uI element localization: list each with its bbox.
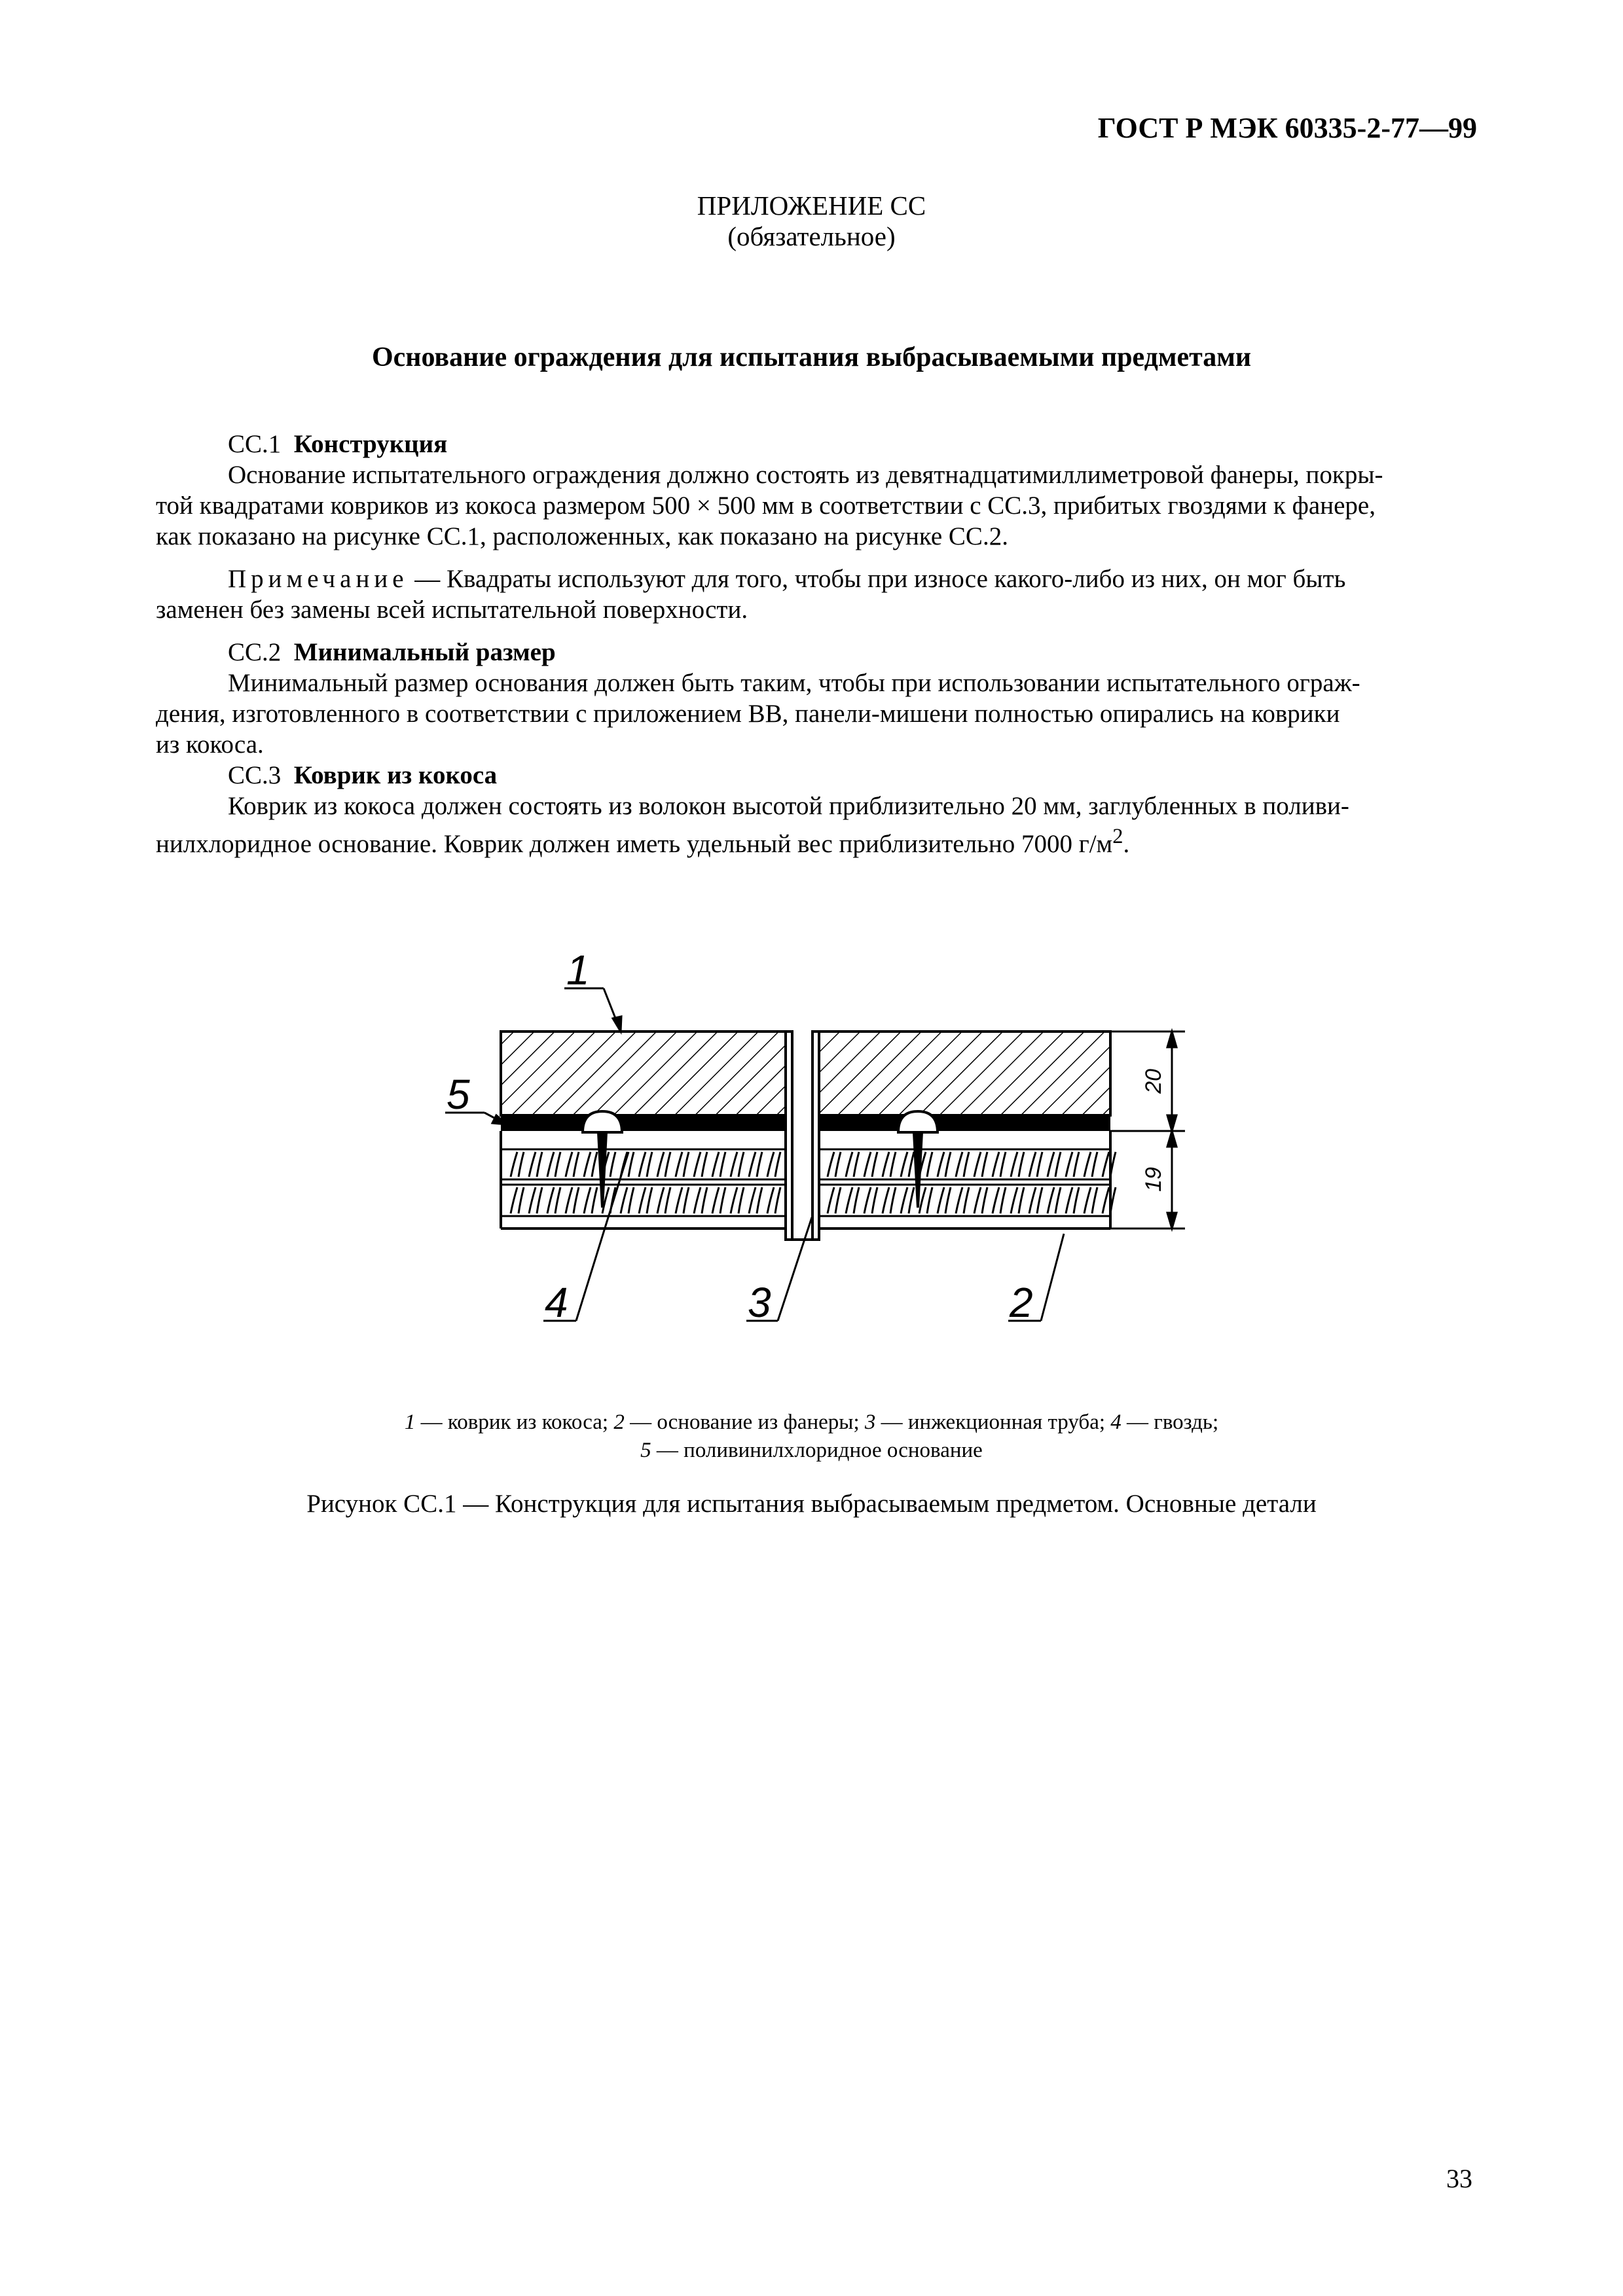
coconut-fiber [566, 1152, 579, 1177]
coconut-fiber [828, 1187, 841, 1213]
coconut-fiber [938, 1152, 951, 1177]
dimension-label-19: 19 [1141, 1167, 1166, 1192]
note-paragraph-line: заменен без замены всей испытательной поверхности. [156, 596, 748, 624]
callout-1: 1 [566, 946, 590, 994]
annex-status: (обязательное) [727, 221, 896, 251]
section-title: Конструкция [293, 430, 448, 458]
plywood-layer-right [819, 1031, 1110, 1115]
document-code: ГОСТ Р МЭК 60335-2-77—99 [1097, 112, 1477, 144]
coconut-fiber [956, 1187, 969, 1213]
coconut-fiber [657, 1152, 670, 1177]
coconut-fiber [993, 1187, 1006, 1213]
coconut-fiber [511, 1187, 524, 1213]
coconut-fiber [749, 1187, 762, 1213]
coconut-mat-layer [501, 1131, 1110, 1229]
coconut-fiber [694, 1152, 707, 1177]
callout-4: 4 [545, 1279, 568, 1326]
paragraph-line: нилхлоридное основание. Коврик должен иметь удельный вес приблизительно 7000 $г/м^2$. [156, 825, 1130, 858]
callout-5: 5 [447, 1071, 470, 1118]
coconut-fiber [828, 1152, 841, 1177]
coconut-fiber [511, 1152, 524, 1177]
section-number: СС.2 [228, 638, 282, 666]
coconut-fiber [919, 1187, 932, 1213]
coconut-fiber [1084, 1152, 1097, 1177]
section-number: СС.1 [228, 430, 282, 458]
figure-legend-line-1: 1 — коврик из кокоса; 2 — основание из фанеры; 3 — инжекционная труба; 4 — гвоздь; [404, 1410, 1219, 1434]
callout-2: 2 [1010, 1279, 1033, 1326]
coconut-fiber [1066, 1187, 1079, 1213]
coconut-fiber [547, 1152, 560, 1177]
note-paragraph [156, 564, 1476, 594]
annex-title: ПРИЛОЖЕНИЕ СС [697, 190, 926, 221]
coconut-fiber [1048, 1152, 1061, 1177]
coconut-fiber [1048, 1187, 1061, 1213]
plywood-layer-left [501, 1031, 786, 1115]
section-title: Коврик из кокоса [293, 761, 498, 789]
coconut-fiber [993, 1152, 1006, 1177]
note-text: Квадраты используют для того, чтобы при износе какого-либо из них, он мог быть [447, 565, 1346, 593]
paragraph-line: той квадратами ковриков из кокоса размером 500 × 500 мм в соответствии с СС.3, прибитых гвоздями к фанере, [156, 492, 1376, 520]
superscript: 2 [1112, 825, 1123, 848]
coconut-fiber [621, 1187, 634, 1213]
coconut-fiber [864, 1187, 877, 1213]
coconut-fiber [901, 1152, 914, 1177]
dimension-lines [1110, 1031, 1185, 1229]
coconut-fiber [1066, 1152, 1079, 1177]
section-number: СС.3 [228, 761, 282, 789]
note-label: Примечание [228, 565, 409, 593]
paragraph-line: дения, изготовленного в соответствии с приложением ВВ, панели-мишени полностью опирались на коврики [156, 700, 1340, 728]
body-text [156, 429, 1476, 859]
paragraph-line: как показано на рисунке СС.1, расположенных, как показано на рисунке СС.2. [156, 522, 1008, 550]
injection-tube [786, 1031, 819, 1240]
coconut-fiber [529, 1152, 542, 1177]
section-heading [156, 429, 1476, 459]
coconut-fiber [749, 1152, 762, 1177]
callout-3: 3 [748, 1279, 771, 1326]
paragraph-line: Коврик из кокоса должен состоять из волокон высотой приблизительно 20 мм, заглубленных в поливи- [228, 792, 1349, 820]
coconut-fiber [1011, 1187, 1024, 1213]
coconut-fiber [767, 1187, 780, 1213]
coconut-fiber [846, 1152, 859, 1177]
coconut-fiber [1011, 1152, 1024, 1177]
coconut-fiber [566, 1187, 579, 1213]
coconut-fiber [712, 1152, 725, 1177]
coconut-fiber [694, 1187, 707, 1213]
coconut-fiber [731, 1187, 744, 1213]
coconut-fiber [864, 1152, 877, 1177]
coconut-fiber [731, 1152, 744, 1177]
coconut-fiber [846, 1187, 859, 1213]
note-dash: — [408, 565, 447, 593]
coconut-fiber [639, 1187, 652, 1213]
coconut-fiber [956, 1152, 969, 1177]
paragraph-line: Основание испытательного ограждения должно состоять из девятнадцатимиллиметровой фанеры, покры- [228, 461, 1383, 489]
figure-caption: Рисунок СС.1 — Конструкция для испытания выбрасываемым предметом. Основные детали [306, 1490, 1317, 1518]
figure-diagram [419, 942, 1205, 1335]
coconut-fiber [529, 1187, 542, 1213]
coconut-fiber [657, 1187, 670, 1213]
coconut-fiber [639, 1152, 652, 1177]
section-title: Минимальный размер [293, 638, 556, 666]
dimension-label-20: 20 [1141, 1069, 1166, 1094]
coconut-fiber [883, 1152, 896, 1177]
coconut-fiber [547, 1187, 560, 1213]
coconut-fiber [712, 1187, 725, 1213]
coconut-fiber [676, 1187, 689, 1213]
coconut-fiber [584, 1187, 597, 1213]
pvc-base-left [501, 1115, 786, 1131]
figure-legend-line-2: 5 — поливинилхлоридное основание [640, 1439, 983, 1462]
paragraph-line: Минимальный размер основания должен быть таким, чтобы при использовании испытательного ограж- [228, 669, 1360, 697]
coconut-fiber [938, 1187, 951, 1213]
coconut-fiber [901, 1187, 914, 1213]
coconut-fiber [1084, 1187, 1097, 1213]
coconut-fiber [676, 1152, 689, 1177]
coconut-fiber [1029, 1187, 1042, 1213]
section-heading [156, 760, 1476, 791]
pvc-base-right [819, 1115, 1110, 1131]
paragraph-line: из кокоса. [156, 730, 264, 759]
coconut-fiber [974, 1187, 987, 1213]
coconut-fiber [767, 1152, 780, 1177]
coconut-fiber [1029, 1152, 1042, 1177]
coconut-fiber [974, 1152, 987, 1177]
coconut-fiber [584, 1152, 597, 1177]
coconut-fiber [883, 1187, 896, 1213]
section-heading [156, 637, 1476, 668]
page-number: 33 [1446, 2164, 1472, 2193]
main-title: Основание ограждения для испытания выбрасываемыми предметами [371, 342, 1252, 372]
